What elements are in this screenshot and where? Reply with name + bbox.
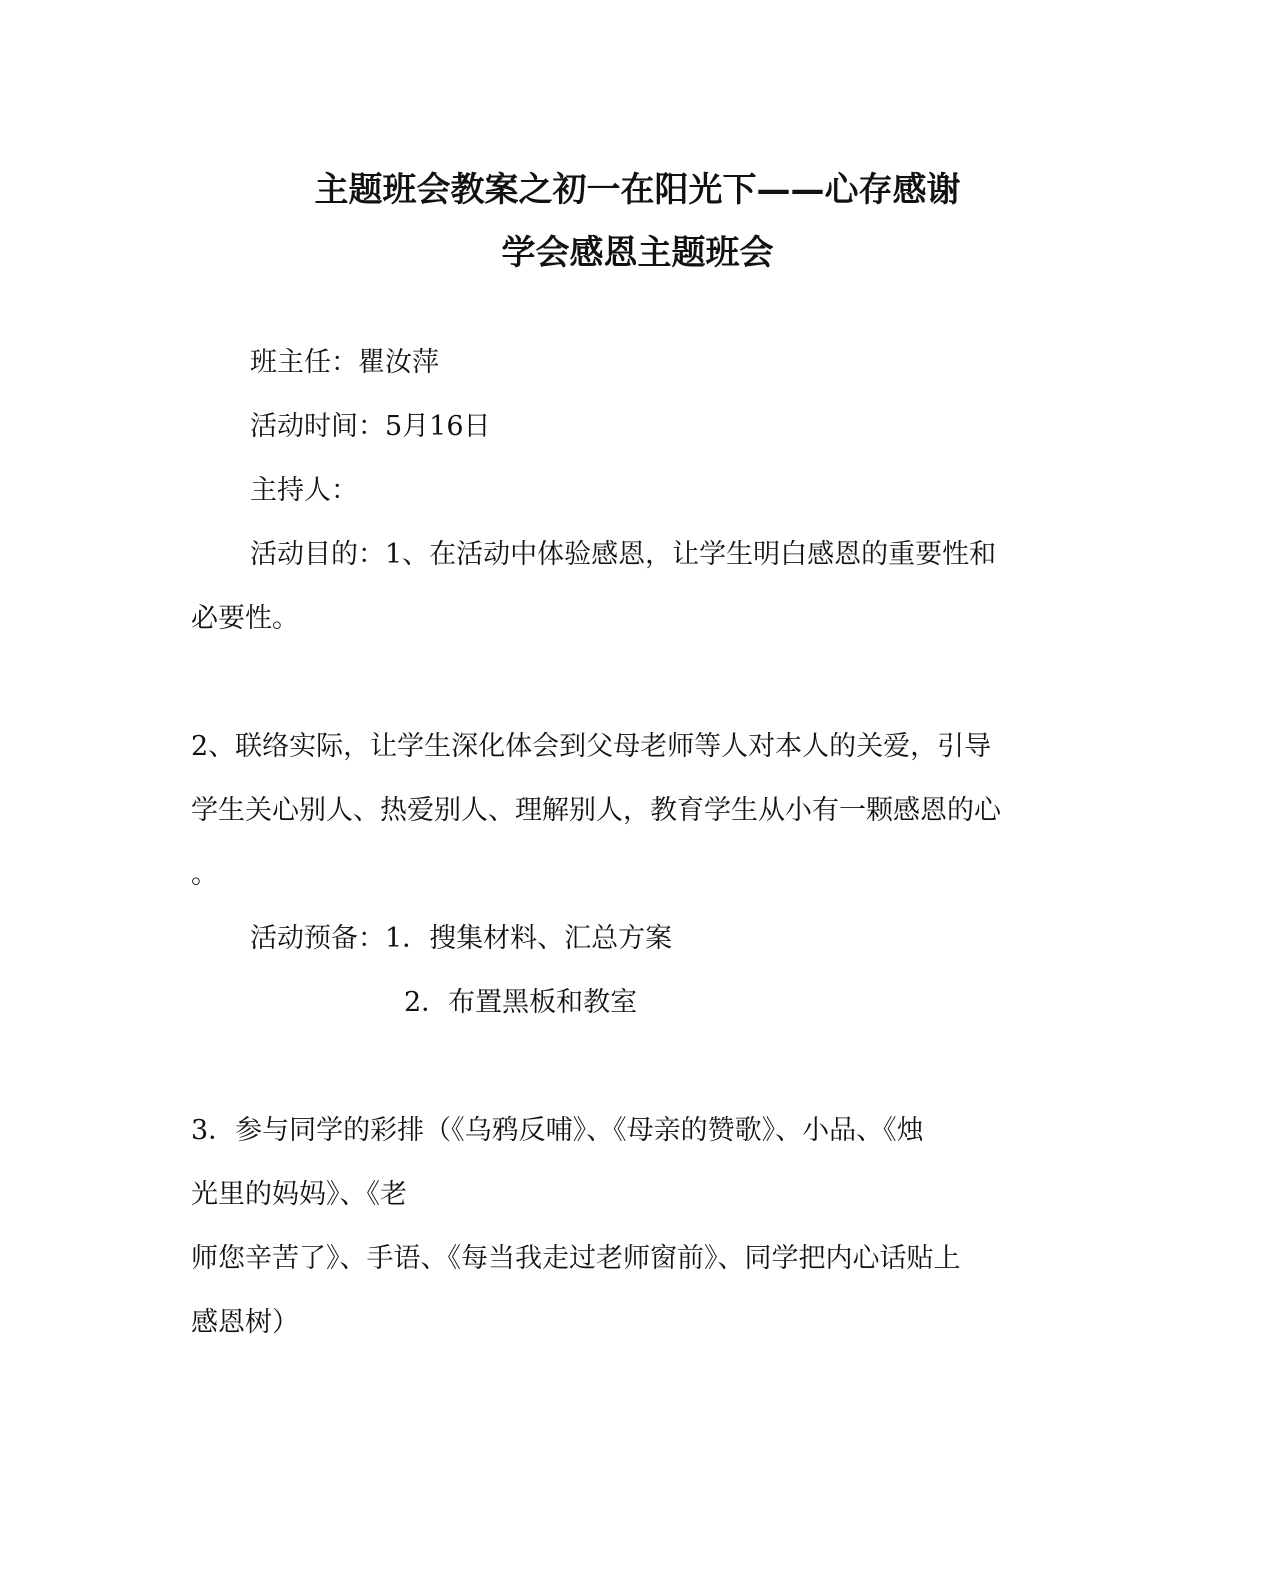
activity-purpose-continuation: 必要性。 (191, 603, 299, 634)
preparation-item-3-line-4: 感恩树） (191, 1307, 299, 1338)
preparation-item-3-line-1: 3．参与同学的彩排（《乌鸦反哺》、《母亲的赞歌》、小品、《烛 (191, 1115, 924, 1146)
document-title-line-2: 学会感恩主题班会 (501, 233, 774, 273)
head-teacher-line: 班主任：瞿汝萍 (250, 347, 439, 378)
purpose-item-2-line-1: 2、联络实际，让学生深化体会到父母老师等人对本人的关爱，引导 (191, 731, 992, 762)
preparation-line-1: 活动预备：1．搜集材料、汇总方案 (250, 923, 673, 954)
activity-purpose-line: 活动目的：1、在活动中体验感恩，让学生明白感恩的重要性和 (250, 539, 997, 570)
preparation-line-2: 2．布置黑板和教室 (404, 987, 638, 1018)
activity-time-line: 活动时间：5月16日 (250, 411, 491, 442)
host-line: 主持人： (250, 475, 358, 506)
preparation-item-3-line-2: 光里的妈妈》、《老 (191, 1179, 407, 1210)
purpose-item-2-line-2: 学生关心别人、热爱别人、理解别人，教育学生从小有一颗感恩的心 (191, 795, 1001, 826)
preparation-item-3-line-3: 师您辛苦了》、手语、《每当我走过老师窗前》、同学把内心话贴上 (191, 1243, 961, 1274)
purpose-item-2-line-3: 。 (191, 859, 218, 890)
document-title-line-1: 主题班会教案之初一在阳光下——心存感谢 (314, 170, 961, 210)
